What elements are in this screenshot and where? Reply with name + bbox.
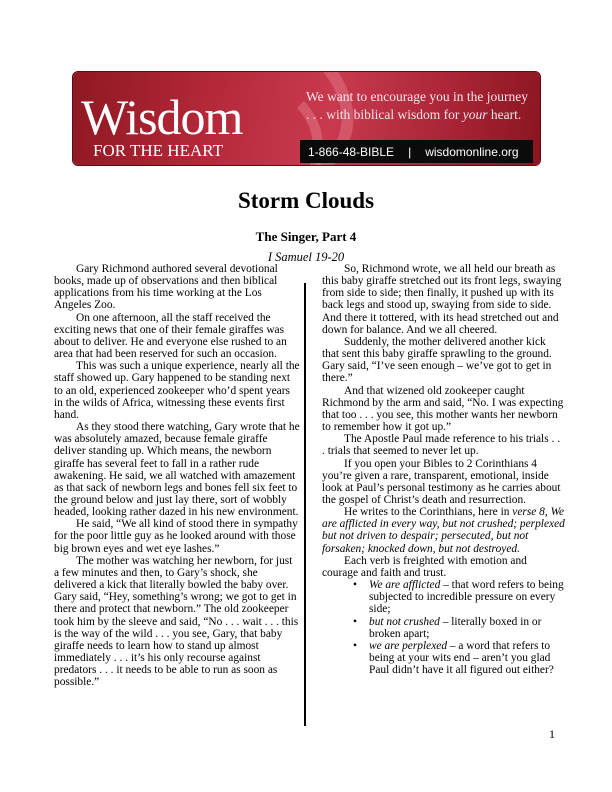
bullet-icon: • xyxy=(353,615,357,628)
website-link[interactable]: wisdomonline.org xyxy=(425,144,519,159)
bullet-text: – a word that refers to being at your wits end – aren’t you glad Paul didn’t have it all figured out either? xyxy=(369,639,554,677)
tagline-text: . . . with biblical wisdom for xyxy=(306,107,463,122)
verse-quote: verse 8, We are afflicted in every way, but not crushed; perplexed but not driven to despair; persecuted, but not forsaken; knocked down, but not destroyed. xyxy=(322,506,565,555)
list-item xyxy=(353,639,565,677)
bullet-list xyxy=(322,579,565,676)
banner-tagline xyxy=(306,88,528,124)
header-banner xyxy=(73,72,540,165)
paragraph: This was such a unique experience, nearly all the staff showed up. Gary happened to be standing next to an old, experienced zookeeper who’d spent years in the wilds of Africa, witnessing these events first hand. xyxy=(54,360,300,421)
list-item xyxy=(353,615,565,640)
bullet-text: – that word refers to being subjected to incredible pressure on every side; xyxy=(369,579,564,616)
paragraph: Gary Richmond authored several devotional books, made up of observations and then biblical applications from his time working at the Los Angeles Zoo. xyxy=(54,263,278,312)
bullet-text: – literally boxed in or broken apart; xyxy=(369,615,542,640)
tagline-line-1: We want to encourage you in the journey xyxy=(306,89,528,104)
verse-intro: He writes to the Corinthians, here in xyxy=(344,506,513,519)
bullet-emphasis: but not crushed xyxy=(369,615,440,628)
paragraph: Each verb is freighted with emotion and courage and faith and trust. xyxy=(322,554,527,579)
scripture-reference: I Samuel 19-20 xyxy=(267,250,345,264)
paragraph: Suddenly, the mother delivered another kick that sent this baby giraffe sprawling to the ground. Gary said, “I’ve seen enough – we’ve got to get in there.” xyxy=(322,335,552,385)
paragraph: He said, “We all kind of stood there in sympathy for the poor little guy as he looked around with those big brown eyes and wet eye lashes.” xyxy=(54,518,298,555)
paragraph: As they stood there watching, Gary wrote that he was absolutely amazed, because female giraffe deliver standing up. Which means, the newborn giraffe has several feet to fall in a rather rude awakening. He said, we all watched with amazement as that sack of newborn legs and bones fell six feet to the ground below and just lay there, sort of wobbly headed, looking rather dazed in his new environment. xyxy=(54,421,300,519)
logo-wordmark: Wisdom xyxy=(81,89,243,145)
bullet-emphasis: we are perplexed xyxy=(369,639,448,652)
list-item xyxy=(353,579,565,616)
bullet-icon: • xyxy=(353,639,357,652)
paragraph: If you open your Bibles to 2 Corinthians 4 you’re given a rare, transparent, emotional, inside look at Paul’s personal testimony as he carries about the gospel of Christ’s death and resurrection. xyxy=(322,457,561,506)
tagline-emphasis: your xyxy=(462,107,488,122)
tagline-text-end: heart. xyxy=(487,107,522,122)
paragraph: On one afternoon, all the staff received the exciting news that one of their female giraffes was about to deliver. He and everyone else rushed to an area that had been reserved for such an occasion. xyxy=(54,311,287,361)
page-title: Storm Clouds xyxy=(237,188,375,213)
logo-subtitle: FOR THE HEART xyxy=(93,141,223,160)
column-right xyxy=(322,263,565,676)
page-subtitle: The Singer, Part 4 xyxy=(255,229,357,244)
column-divider xyxy=(304,283,306,726)
contact-bar xyxy=(300,140,533,163)
bullet-emphasis: We are afflicted xyxy=(369,579,441,592)
paragraph: So, Richmond wrote, we all held our breath as this baby giraffe stretched out its front legs, swaying from side to side; then finally, it pushed up with its back legs and stood up, swaying from side to side. And there it tottered, with its head stretched out and down for balance. And we all cheered. xyxy=(322,263,562,336)
paragraph: And that wizened old zookeeper caught Richmond by the arm and said, “No. I was expecting that too . . . you see, this mother wants her newborn to remember how it got up.” xyxy=(322,384,564,434)
bullet-icon: • xyxy=(353,579,357,592)
tagline-line-2 xyxy=(306,106,528,124)
paragraph: The mother was watching her newborn, for just a few minutes and then, to Gary’s shock, she delivered a kick that literally bowled the baby over. Gary said, “Hey, something’s wrong; we got to get in there and protect that newborn.” The old zookeeper took him by the sleeve and said, “No . . . wait . . . this is the way of the wild . . . you see, Gary, that baby giraffe needs to learn how to stand up almost immediately . . . it’s his only recourse against predators . . . it needs to be able to run as soon as possible.” xyxy=(54,554,299,689)
verse-paragraph xyxy=(322,506,565,555)
separator: | xyxy=(408,144,412,159)
column-left xyxy=(54,263,300,688)
page-number: 1 xyxy=(549,727,555,741)
paragraph: The Apostle Paul made reference to his trials . . . trials that seemed to never let up. xyxy=(322,433,561,458)
phone-number: 1-866-48-BIBLE xyxy=(308,144,395,159)
